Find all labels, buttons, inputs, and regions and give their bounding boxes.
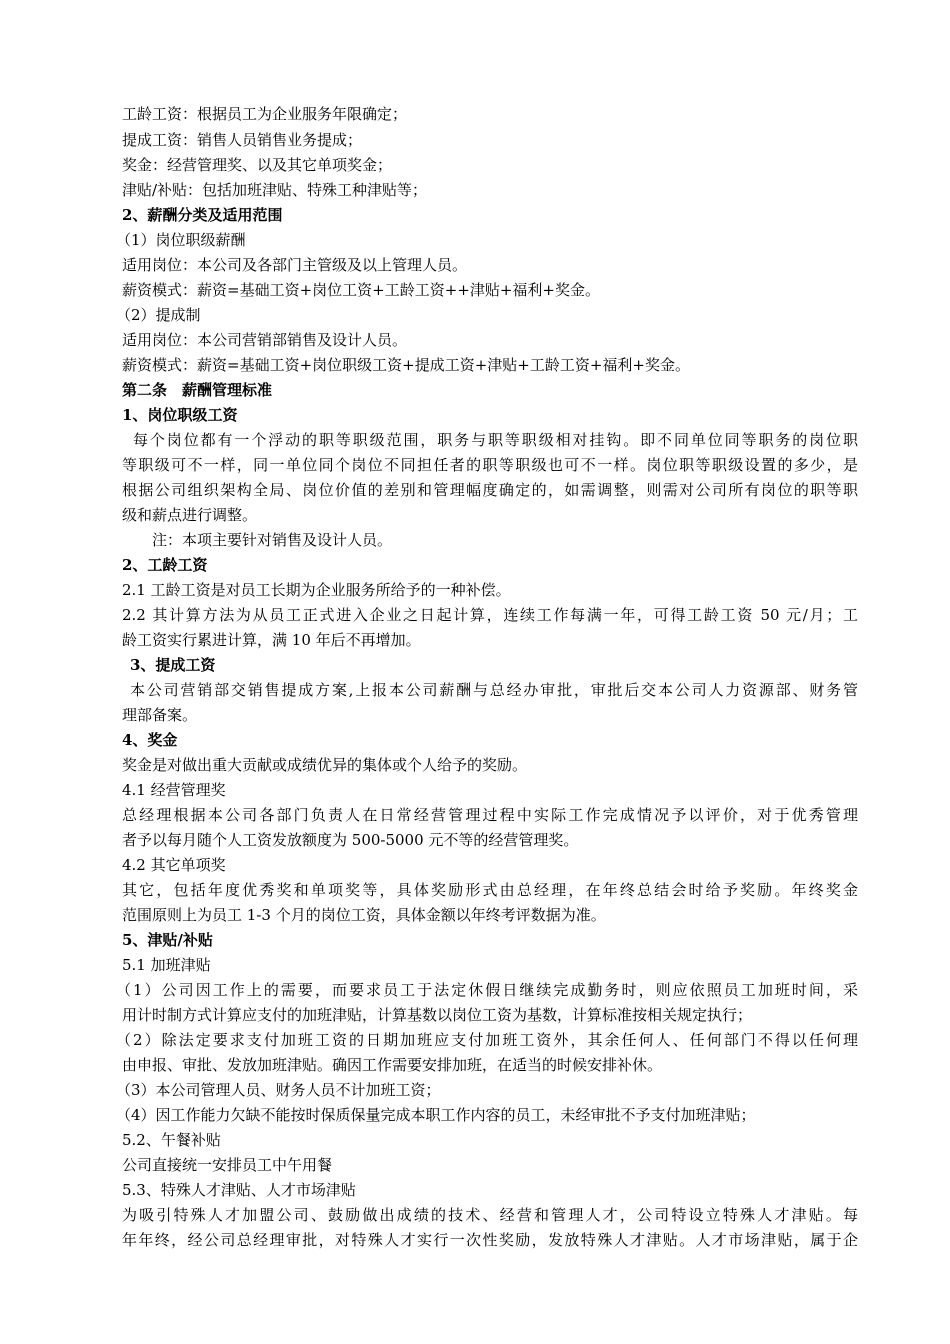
text-line: （2）除法定要求支付加班工资的日期加班应支付加班工资外，其余任何人、任何部门不得以任何理 (116, 1031, 858, 1049)
text-line: 总经理根据本公司各部门负责人在日常经营管理过程中实际工作完成情况予以评价，对于优秀管理 (122, 806, 858, 824)
text-line: （2）提成制 (116, 306, 201, 324)
text-line: 奖金是对做出重大贡献或成绩优异的集体或个人给予的奖励。 (122, 756, 528, 774)
text-line: 5.3、特殊人才津贴、人才市场津贴 (122, 1181, 356, 1199)
text-line: 年年终，经公司总经理审批，对特殊人才实行一次性奖励，发放特殊人才津贴。人才市场津贴，属于企 (122, 1231, 858, 1249)
text-line: 龄工资实行累进计算，满 10 年后不再增加。 (122, 631, 421, 649)
text-line: 公司直接统一安排员工中午用餐 (122, 1156, 333, 1174)
section-heading: 5、津贴/补贴 (122, 931, 213, 949)
text-line: 提成工资：销售人员销售业务提成； (122, 131, 363, 149)
section-heading: 4、奖金 (122, 731, 178, 749)
text-line: 奖金：经营管理奖、以及其它单项奖金； (122, 156, 393, 174)
text-line: （1）岗位职级薪酬 (116, 231, 246, 249)
text-line: 根据公司组织架构全局、岗位价值的差别和管理幅度确定的，如需调整，则需对公司所有岗位的职等职 (122, 481, 858, 499)
text-line: 由申报、审批、发放加班津贴。确因工作需要安排加班，在适当的时候安排补休。 (122, 1056, 663, 1074)
text-line: 级和薪点进行调整。 (122, 506, 258, 524)
section-heading: 3、提成工资 (130, 656, 216, 674)
text-line: 5.1 加班津贴 (122, 956, 211, 974)
text-line: 2.2 其计算方法为从员工正式进入企业之日起计算，连续工作每满一年，可得工龄工资 50 元/月；工 (122, 606, 858, 624)
text-line: 范围原则上为员工 1-3 个月的岗位工资，具体金额以年终考评数据为准。 (122, 906, 606, 924)
text-line: 本公司营销部交销售提成方案,上报本公司薪酬与总经办审批，审批后交本公司人力资源部、财务管 (130, 681, 858, 699)
text-line: 每个岗位都有一个浮动的职等职级范围，职务与职等职级相对挂钩。即不同单位同等职务的岗位职 (133, 431, 858, 449)
text-line: （3）本公司管理人员、财务人员不计加班工资； (116, 1081, 441, 1099)
text-line: 薪资模式：薪资=基础工资+岗位工资+工龄工资++津贴+福利+奖金。 (122, 281, 600, 299)
text-line: 其它，包括年度优秀奖和单项奖等，具体奖励形式由总经理，在年终总结会时给予奖励。年终奖金 (122, 881, 858, 899)
text-line: 者予以每月随个人工资发放额度为 500-5000 元不等的经营管理奖。 (122, 831, 579, 849)
text-line: 适用岗位：本公司营销部销售及设计人员。 (122, 331, 408, 349)
text-line: 适用岗位：本公司及各部门主管级及以上管理人员。 (122, 256, 468, 274)
text-line: 4.2 其它单项奖 (122, 856, 226, 874)
article-heading: 第二条 薪酬管理标准 (122, 381, 273, 399)
text-line: 津贴/补贴：包括加班津贴、特殊工种津贴等； (122, 181, 428, 199)
text-line: 工龄工资：根据员工为企业服务年限确定； (122, 105, 408, 123)
text-line: （4）因工作能力欠缺不能按时保质保量完成本职工作内容的员工，未经审批不予支付加班津贴； (116, 1106, 756, 1124)
text-line: 2.1 工龄工资是对员工长期为企业服务所给予的一种补偿。 (122, 581, 511, 599)
text-line: （1）公司因工作上的需要，而要求员工于法定休假日继续完成勤务时，则应依照员工加班时间，采 (116, 981, 858, 999)
text-line: 用计时制方式计算应支付的加班津贴，计算基数以岗位工资为基数，计算标准按相关规定执行； (122, 1006, 753, 1024)
text-line: 薪资模式：薪资=基础工资+岗位职级工资+提成工资+津贴+工龄工资+福利+奖金。 (122, 356, 690, 374)
text-line: 为吸引特殊人才加盟公司、鼓励做出成绩的技术、经营和管理人才，公司特设立特殊人才津贴。每 (122, 1206, 858, 1224)
text-line: 4.1 经营管理奖 (122, 781, 226, 799)
text-line: 等职级可不一样，同一单位同个岗位不同担任者的职等职级也可不一样。岗位职等职级设置的多少，是 (122, 456, 858, 474)
section-heading: 2、薪酬分类及适用范围 (122, 206, 283, 224)
section-heading: 1、岗位职级工资 (122, 406, 238, 424)
text-line: 注：本项主要针对销售及设计人员。 (152, 531, 393, 549)
section-heading: 2、工龄工资 (122, 556, 208, 574)
text-line: 理部备案。 (122, 706, 198, 724)
text-line: 5.2、午餐补贴 (122, 1131, 221, 1149)
